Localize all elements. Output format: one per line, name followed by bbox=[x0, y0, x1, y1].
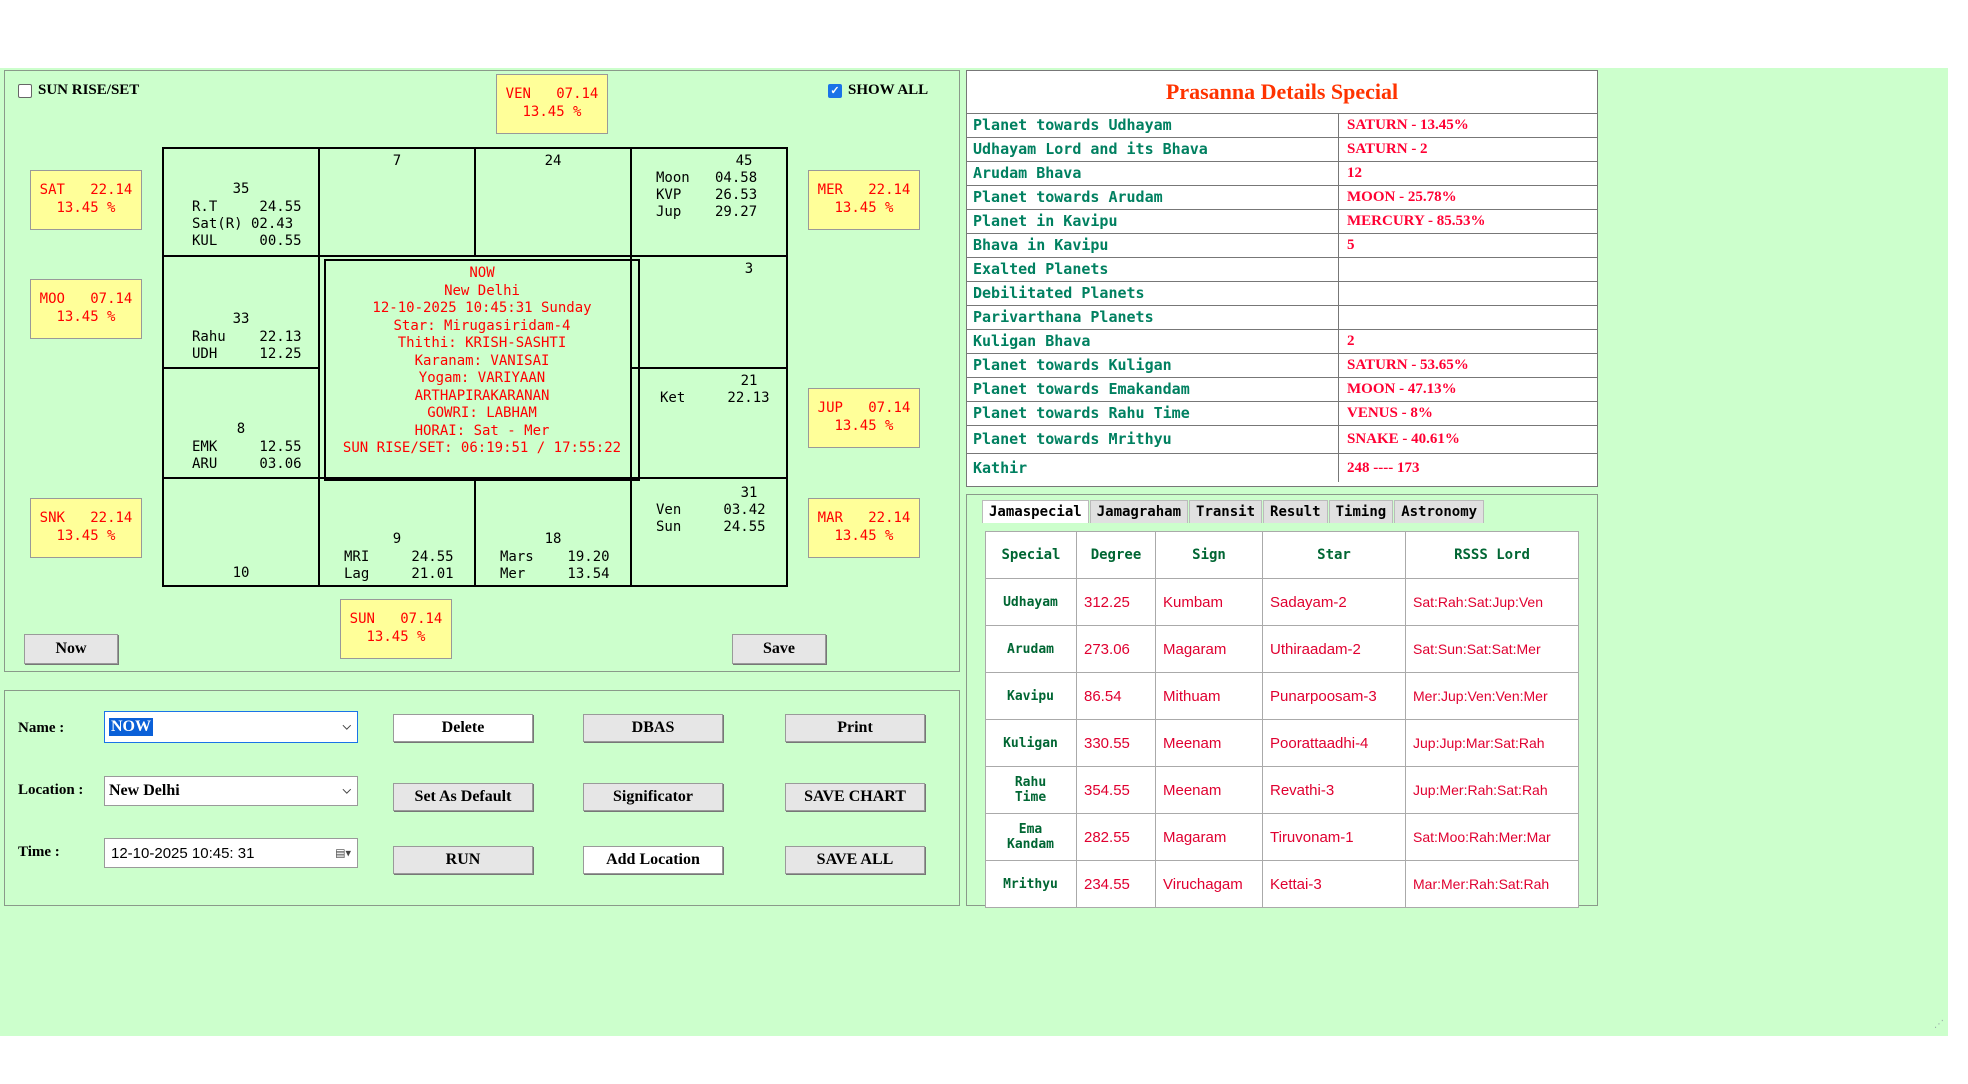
center-line-datetime: 12-10-2025 10:45:31 Sunday bbox=[372, 300, 592, 316]
row-key: Debilitated Planets bbox=[967, 282, 1339, 305]
cell-sign: Meenam bbox=[1156, 720, 1263, 767]
cell-rsss-lord: Sat:Rah:Sat:Jup:Ven bbox=[1406, 579, 1579, 626]
house-number: 24 bbox=[544, 153, 562, 169]
cell-sign: Kumbam bbox=[1156, 579, 1263, 626]
house-number: 35 bbox=[232, 181, 250, 197]
house-number: 21 bbox=[740, 373, 758, 389]
house-cell-21 bbox=[630, 367, 788, 479]
chevron-down-icon[interactable]: ⌵ bbox=[342, 720, 351, 733]
add-location-button[interactable]: Add Location bbox=[583, 846, 723, 874]
table-row bbox=[967, 162, 1597, 186]
house-cell-3 bbox=[630, 255, 788, 369]
column-header: Special bbox=[986, 532, 1077, 579]
house-contents: Mars 19.20 Mer 13.54 bbox=[500, 549, 610, 582]
table-row bbox=[967, 282, 1597, 306]
row-value: 5 bbox=[1347, 237, 1355, 253]
resize-grip-icon[interactable]: ⋰ bbox=[1934, 1019, 1944, 1030]
tab-jamaspecial[interactable]: Jamaspecial bbox=[982, 500, 1089, 523]
cell-rsss-lord: Jup:Jup:Mar:Sat:Rah bbox=[1406, 720, 1579, 767]
table-row bbox=[967, 402, 1597, 426]
center-line-yogam-extra: ARTHAPIRAKARANAN bbox=[414, 387, 550, 404]
cell-degree: 354.55 bbox=[1077, 767, 1156, 814]
house-number: 8 bbox=[236, 421, 246, 437]
house-cell-45 bbox=[630, 147, 788, 257]
table-row bbox=[967, 306, 1597, 330]
house-cell-9 bbox=[318, 477, 476, 587]
table-row bbox=[967, 138, 1597, 162]
cell-rsss-lord: Sat:Moo:Rah:Mer:Mar bbox=[1406, 814, 1579, 861]
house-number: 18 bbox=[544, 531, 562, 547]
row-value: 248 ---- 173 bbox=[1347, 460, 1420, 476]
row-key: Arudam Bhava bbox=[967, 162, 1339, 185]
row-key: Parivarthana Planets bbox=[967, 306, 1339, 329]
cell-special: Arudam bbox=[986, 626, 1077, 673]
prasanna-details-table bbox=[966, 70, 1598, 487]
center-line-yogam: Yogam: VARIYAAN bbox=[418, 370, 546, 386]
row-value bbox=[1339, 282, 1597, 305]
row-key: Kathir bbox=[967, 454, 1339, 482]
cell-sign: Meenam bbox=[1156, 767, 1263, 814]
planet-box-mar: MAR 22.14 13.45 % bbox=[808, 498, 920, 558]
cell-special: Kavipu bbox=[986, 673, 1077, 720]
house-cell-31 bbox=[630, 477, 788, 587]
name-combobox[interactable] bbox=[104, 711, 358, 743]
center-line-label: NOW bbox=[469, 265, 495, 281]
center-line-star: Star: Mirugasiridam-4 bbox=[393, 317, 571, 334]
delete-button[interactable]: Delete bbox=[393, 714, 533, 742]
cell-sign: Magaram bbox=[1156, 814, 1263, 861]
row-key: Planet towards Kuligan bbox=[967, 354, 1339, 377]
calendar-dropdown-icon[interactable]: ▤▾ bbox=[335, 847, 351, 860]
center-line-sunrise: SUN RISE/SET: 06:19:51 / 17:55:22 bbox=[342, 440, 622, 456]
cell-sign: Magaram bbox=[1156, 626, 1263, 673]
center-line-karanam: Karanam: VANISAI bbox=[414, 352, 550, 369]
tab-timing[interactable]: Timing bbox=[1329, 500, 1394, 523]
house-number: 45 bbox=[735, 153, 753, 169]
column-header: Star bbox=[1263, 532, 1406, 579]
table-row bbox=[986, 673, 1579, 720]
row-value: 12 bbox=[1347, 165, 1362, 181]
column-header: Degree bbox=[1077, 532, 1156, 579]
house-contents: Ven 03.42 Sun 24.55 bbox=[656, 502, 766, 535]
cell-special: Kuligan bbox=[986, 720, 1077, 767]
dbas-button[interactable]: DBAS bbox=[583, 714, 723, 742]
row-value bbox=[1339, 258, 1597, 281]
planet-box-sat: SAT 22.14 13.45 % bbox=[30, 170, 142, 230]
table-row bbox=[967, 454, 1597, 482]
row-key: Planet towards Arudam bbox=[967, 186, 1339, 209]
table-row bbox=[967, 258, 1597, 282]
house-number: 9 bbox=[392, 531, 402, 547]
cell-rsss-lord: Jup:Mer:Rah:Sat:Rah bbox=[1406, 767, 1579, 814]
row-key: Planet in Kavipu bbox=[967, 210, 1339, 233]
tab-astronomy[interactable]: Astronomy bbox=[1394, 500, 1484, 523]
row-value: MOON - 47.13% bbox=[1347, 381, 1457, 397]
house-contents: Moon 04.58 KVP 26.53 Jup 29.27 bbox=[656, 170, 758, 220]
save-all-button[interactable]: SAVE ALL bbox=[785, 846, 925, 874]
cell-special: Ema Kandam bbox=[986, 814, 1077, 861]
cell-degree: 273.06 bbox=[1077, 626, 1156, 673]
sun-rise-set-label: SUN RISE/SET bbox=[38, 82, 140, 98]
prasanna-title: Prasanna Details Special bbox=[967, 71, 1597, 114]
name-label: Name : bbox=[18, 720, 65, 736]
house-cell-7 bbox=[318, 147, 476, 257]
time-value[interactable]: 12-10-2025 10:45: 31 bbox=[111, 844, 255, 862]
table-row bbox=[967, 234, 1597, 258]
row-key: Bhava in Kavipu bbox=[967, 234, 1339, 257]
cell-special: Udhayam bbox=[986, 579, 1077, 626]
row-value bbox=[1339, 306, 1597, 329]
row-key: Planet towards Rahu Time bbox=[967, 402, 1339, 425]
cell-sign: Mithuam bbox=[1156, 673, 1263, 720]
table-row bbox=[986, 720, 1579, 767]
center-line-location: New Delhi bbox=[444, 282, 520, 299]
sun-rise-set-checkbox[interactable] bbox=[18, 82, 139, 99]
cell-special: Mrithyu bbox=[986, 861, 1077, 908]
planet-box-jup: JUP 07.14 13.45 % bbox=[808, 388, 920, 448]
location-label: Location : bbox=[18, 782, 84, 798]
house-number: 10 bbox=[232, 565, 250, 581]
planet-box-sun: SUN 07.14 13.45 % bbox=[340, 599, 452, 659]
planet-box-snk: SNK 22.14 13.45 % bbox=[30, 498, 142, 558]
show-all-checkbox[interactable] bbox=[828, 82, 928, 99]
table-row bbox=[986, 626, 1579, 673]
checkbox-checked-icon[interactable]: ✓ bbox=[828, 84, 842, 98]
location-combobox[interactable] bbox=[104, 776, 358, 806]
row-value: SATURN - 13.45% bbox=[1347, 117, 1469, 133]
table-row bbox=[986, 814, 1579, 861]
time-picker[interactable] bbox=[104, 838, 358, 868]
significator-button[interactable]: Significator bbox=[583, 783, 723, 811]
row-value: 2 bbox=[1347, 333, 1355, 349]
planet-box-mer: MER 22.14 13.45 % bbox=[808, 170, 920, 230]
checkbox-unchecked-icon[interactable] bbox=[18, 84, 32, 98]
name-value[interactable]: NOW bbox=[111, 718, 151, 735]
row-value: VENUS - 8% bbox=[1347, 405, 1433, 421]
cell-star: Tiruvonam-1 bbox=[1263, 814, 1406, 861]
cell-rsss-lord: Mer:Jup:Ven:Ven:Mer bbox=[1406, 673, 1579, 720]
run-button[interactable]: RUN bbox=[393, 846, 533, 874]
center-line-horai: HORAI: Sat - Mer bbox=[414, 422, 550, 439]
row-key: Udhayam Lord and its Bhava bbox=[967, 138, 1339, 161]
house-number: 3 bbox=[744, 261, 754, 277]
center-line-gowri: GOWRI: LABHAM bbox=[427, 405, 537, 421]
tab-strip bbox=[982, 500, 1485, 523]
house-contents: MRI 24.55 Lag 21.01 bbox=[344, 549, 454, 582]
house-number: 33 bbox=[232, 311, 250, 327]
chart-center-info bbox=[324, 259, 640, 481]
table-row bbox=[967, 330, 1597, 354]
tab-jamagraham[interactable]: Jamagraham bbox=[1090, 500, 1188, 523]
save-chart-quick-button[interactable]: Save bbox=[732, 634, 826, 664]
row-key: Planet towards Udhayam bbox=[967, 114, 1339, 137]
cell-degree: 312.25 bbox=[1077, 579, 1156, 626]
set-as-default-button[interactable]: Set As Default bbox=[393, 783, 533, 811]
house-cell-10 bbox=[162, 477, 320, 587]
house-cell-8 bbox=[162, 367, 320, 479]
center-line-thithi: Thithi: KRISH-SASHTI bbox=[397, 335, 567, 351]
save-chart-button[interactable]: SAVE CHART bbox=[785, 783, 925, 811]
column-header: Sign bbox=[1156, 532, 1263, 579]
house-contents: EMK 12.55 ARU 03.06 bbox=[192, 439, 302, 472]
house-cell-35 bbox=[162, 147, 320, 257]
table-row bbox=[967, 426, 1597, 454]
row-value: SATURN - 53.65% bbox=[1347, 357, 1469, 373]
house-contents: Rahu 22.13 UDH 12.25 bbox=[192, 329, 302, 362]
cell-star: Poorattaadhi-4 bbox=[1263, 720, 1406, 767]
planet-box-ven: VEN 07.14 13.45 % bbox=[496, 74, 608, 134]
cell-degree: 86.54 bbox=[1077, 673, 1156, 720]
table-row bbox=[986, 579, 1579, 626]
house-contents: Ket 22.13 bbox=[660, 390, 770, 406]
row-value: SATURN - 2 bbox=[1347, 141, 1428, 157]
jamaspecial-table bbox=[985, 531, 1579, 908]
row-key: Planet towards Emakandam bbox=[967, 378, 1339, 401]
table-row bbox=[967, 186, 1597, 210]
print-button[interactable]: Print bbox=[785, 714, 925, 742]
cell-degree: 234.55 bbox=[1077, 861, 1156, 908]
cell-degree: 330.55 bbox=[1077, 720, 1156, 767]
cell-sign: Viruchagam bbox=[1156, 861, 1263, 908]
tab-transit[interactable]: Transit bbox=[1189, 500, 1262, 523]
cell-star: Uthiraadam-2 bbox=[1263, 626, 1406, 673]
house-contents: R.T 24.55 Sat(R) 02.43 KUL 00.55 bbox=[192, 199, 302, 249]
table-row bbox=[986, 767, 1579, 814]
house-cell-24 bbox=[474, 147, 632, 257]
column-header: RSSS Lord bbox=[1406, 532, 1579, 579]
cell-star: Sadayam-2 bbox=[1263, 579, 1406, 626]
house-cell-18 bbox=[474, 477, 632, 587]
planet-box-moo: MOO 07.14 13.45 % bbox=[30, 279, 142, 339]
table-row bbox=[967, 354, 1597, 378]
chevron-down-icon[interactable]: ⌵ bbox=[342, 784, 351, 797]
row-key: Exalted Planets bbox=[967, 258, 1339, 281]
house-number: 7 bbox=[392, 153, 402, 169]
row-value: MERCURY - 85.53% bbox=[1347, 213, 1486, 229]
location-value[interactable]: New Delhi bbox=[109, 782, 180, 799]
cell-star: Revathi-3 bbox=[1263, 767, 1406, 814]
table-row bbox=[967, 114, 1597, 138]
house-cell-33 bbox=[162, 255, 320, 369]
table-row bbox=[967, 210, 1597, 234]
time-label: Time : bbox=[18, 844, 60, 860]
cell-rsss-lord: Sat:Sun:Sat:Sat:Mer bbox=[1406, 626, 1579, 673]
table-header-row bbox=[986, 532, 1579, 579]
cell-rsss-lord: Mar:Mer:Rah:Sat:Rah bbox=[1406, 861, 1579, 908]
house-number: 31 bbox=[740, 485, 758, 501]
tab-result[interactable]: Result bbox=[1263, 500, 1328, 523]
table-row bbox=[967, 378, 1597, 402]
row-value: SNAKE - 40.61% bbox=[1347, 431, 1460, 447]
row-key: Kuligan Bhava bbox=[967, 330, 1339, 353]
cell-star: Punarpoosam-3 bbox=[1263, 673, 1406, 720]
cell-star: Kettai-3 bbox=[1263, 861, 1406, 908]
row-value: MOON - 25.78% bbox=[1347, 189, 1457, 205]
cell-special: Rahu Time bbox=[986, 767, 1077, 814]
table-row bbox=[986, 861, 1579, 908]
row-key: Planet towards Mrithyu bbox=[967, 426, 1339, 453]
show-all-label: SHOW ALL bbox=[848, 82, 929, 98]
cell-degree: 282.55 bbox=[1077, 814, 1156, 861]
now-button[interactable]: Now bbox=[24, 634, 118, 664]
